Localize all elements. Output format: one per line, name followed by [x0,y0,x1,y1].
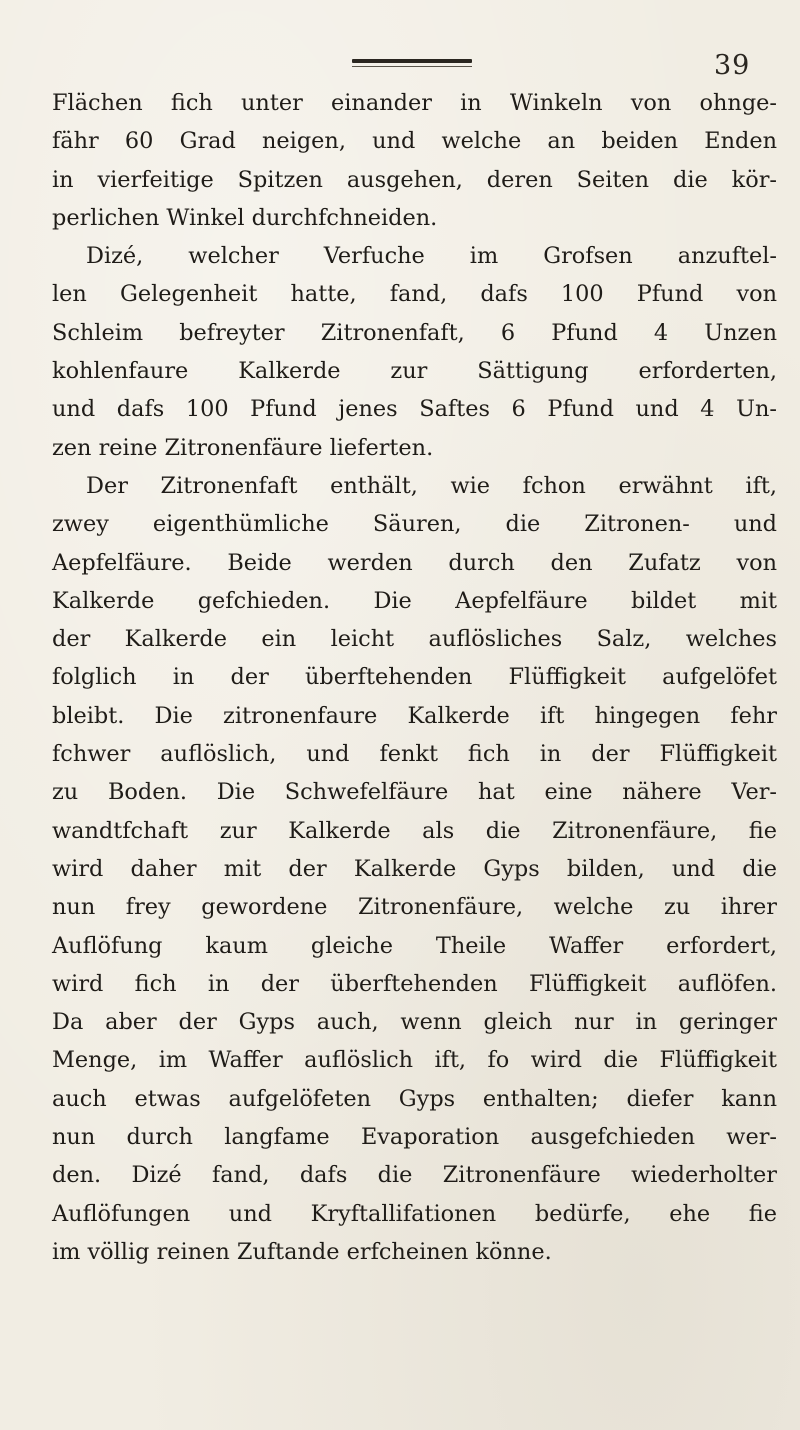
text-line: und dafs 100 Pfund jenes Saftes 6 Pfund und 4 Un- [52,396,777,423]
text-line: wird daher mit der Kalkerde Gyps bilden, und die [52,855,777,882]
paragraph-1 [52,84,777,237]
text-line: wird fich in der überftehenden Flüffigkeit auflöfen. [52,970,777,997]
text-line: folglich in der überftehenden Flüffigkeit aufgelöfet [52,664,777,691]
text-line: Aepfelfäure. Beide werden durch den Zufatz von [52,549,777,576]
text-line: zwey eigenthümliche Säuren, die Zitronen- und [52,511,777,538]
text-line: zu Boden. Die Schwefelfäure hat eine nähere Ver- [52,779,777,806]
page-number: 39 [714,50,751,81]
text-line: bleibt. Die zitronenfaure Kalkerde ift hingegen fehr [52,702,777,729]
text-line: Menge, im Waffer auflöslich ift, fo wird die Flüffigkeit [52,1047,777,1074]
text-line: nun durch langfame Evaporation ausgefchieden wer- [52,1124,777,1151]
text-line: wandtfchaft zur Kalkerde als die Zitronenfäure, fie [52,817,777,844]
text-line: Kalkerde gefchieden. Die Aepfelfäure bildet mit [52,587,777,614]
text-line: Flächen fich unter einander in Winkeln von ohnge- [52,90,777,116]
text-line: auch etwas aufgelöfeten Gyps enthalten; diefer kann [52,1085,777,1112]
body-text [52,84,777,1271]
text-line: Da aber der Gyps auch, wenn gleich nur in geringer [52,1009,777,1036]
header-rule-thin [352,66,472,67]
text-line: len Gelegenheit hatte, fand, dafs 100 Pfund von [52,281,777,308]
header-rule [352,59,472,63]
text-line: Auflöfungen und Kryftallifationen bedürfe, ehe fie [52,1200,777,1227]
text-line: perlichen Winkel durchfchneiden. [52,204,438,231]
paragraph-3 [52,467,777,1271]
text-line: zen reine Zitronenfäure lieferten. [52,434,434,461]
text-line: nun frey gewordene Zitronenfäure, welche zu ihrer [52,894,777,921]
text-line: im völlig reinen Zuftande erfcheinen könne. [52,1238,552,1265]
text-line: kohlenfaure Kalkerde zur Sättigung erforderten, [52,358,777,385]
text-line: den. Dizé fand, dafs die Zitronenfäure wiederholter [52,1162,777,1189]
text-line: Schleim befreyter Zitronenfaft, 6 Pfund 4 Unzen [52,319,777,346]
text-line: Auflöfung kaum gleiche Theile Waffer erfordert, [52,932,777,959]
paragraph-2 [52,237,777,467]
text-line: Dizé, welcher Verfuche im Grofsen anzuftel- [86,243,777,270]
text-line: fchwer auflöslich, und fenkt fich in der Flüffigkeit [52,741,777,768]
text-line: in vierfeitige Spitzen ausgehen, deren Seiten die kör- [52,166,777,193]
text-line: Der Zitronenfaft enthält, wie fchon erwähnt ift, [86,472,777,499]
text-line: fähr 60 Grad neigen, und welche an beiden Enden [52,128,777,155]
text-line: der Kalkerde ein leicht auflösliches Salz, welches [52,626,777,653]
